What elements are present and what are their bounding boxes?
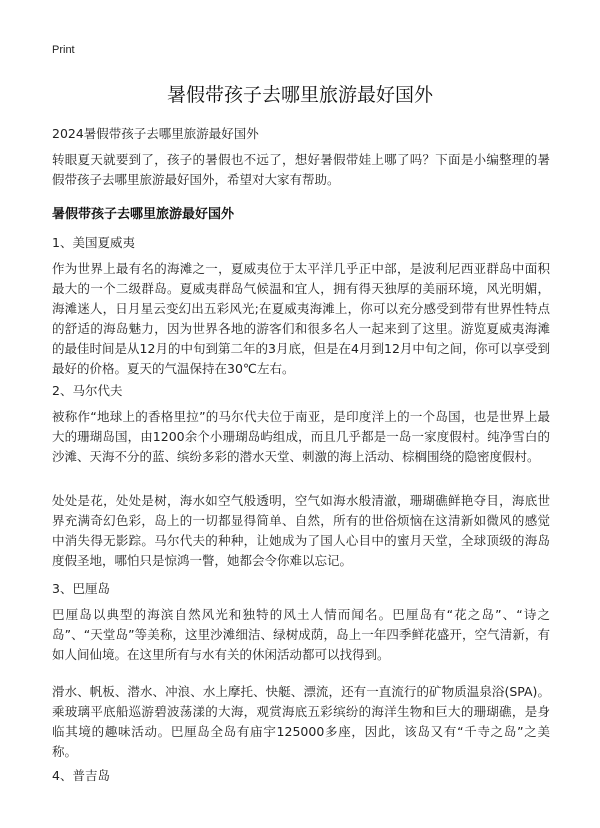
- section-label-hawaii: 1、美国夏威夷: [52, 235, 135, 250]
- paragraph-maldives-2: 处处是花，处处是树，海水如空气般透明，空气如海水般清澈，珊瑚礁鲜艳夺目，海底世界充满奇幻色彩，岛上的一切都显得简单、自然，所有的世俗烦恼在这清新如微风的感觉中消失得无影踪。马尔代夫的种种，让她成为了国人心目中的蜜月天堂，全球顶级的海岛度假圣地，哪怕只是惊鸿一瞥，她都会令你难以忘记。: [52, 493, 550, 568]
- paragraph-maldives-1: 被称作“地球上的香格里拉”的马尔代夫位于南亚，是印度洋上的一个岛国，也是世界上最大的珊瑚岛国，由1200余个小珊瑚岛屿组成，而且几乎都是一岛一家度假村。纯净雪白的沙滩、天海不分的蓝、缤纷多彩的潜水天堂、刺激的海上活动、棕榈围绕的隐密度假村。: [52, 409, 550, 464]
- section-label-maldives: 2、马尔代夫: [52, 383, 123, 398]
- section-label-phuket: 4、普吉岛: [52, 768, 110, 783]
- paragraph-bali-1: 巴厘岛以典型的海滨自然风光和独特的风土人情而闻名。巴厘岛有“花之岛”、“诗之岛”、“天堂岛”等美称，这里沙滩细洁、绿树成荫，岛上一年四季鲜花盛开，空气清新，有如人间仙境。在这里所有与水有关的休闲活动都可以找得到。: [52, 607, 550, 662]
- intro-paragraph: 转眼夏天就要到了，孩子的暑假也不远了，想好暑假带娃上哪了吗？下面是小编整理的暑假带孩子去哪里旅游最好国外，希望对大家有帮助。: [52, 152, 550, 187]
- print-link[interactable]: Print: [52, 44, 75, 56]
- section-heading: 暑假带孩子去哪里旅游最好国外: [52, 207, 235, 222]
- paragraph-hawaii: 作为世界上最有名的海滩之一，夏威夷位于太平洋几乎正中部，是波利尼西亚群岛中面积最大的一个二级群岛。夏威夷群岛气候温和宜人，拥有得天独厚的美丽环境，风光明媚，海滩迷人，日月星云变幻出五彩风光;在夏威夷海滩上，你可以充分感受到带有世界性特点的舒适的海岛魅力，因为世界各地的游客们和很多名人一起来到了这里。游览夏威夷海滩的最佳时间是从12月的中旬到第二年的3月底，但是在4月到12月中旬之间，你可以享受到最好的价格。夏天的气温保持在30℃左右。: [52, 261, 550, 376]
- subtitle: 2024暑假带孩子去哪里旅游最好国外: [52, 126, 259, 141]
- paragraph-bali-2: 滑水、帆板、潜水、冲浪、水上摩托、快艇、漂流，还有一直流行的矿物质温泉浴(SPA)。乘玻璃平底船巡游碧波荡漾的大海，观赏海底五彩缤纷的海洋生物和巨大的珊瑚礁，是身临其境的趣味活动。巴厘岛全岛有庙宇125000多座，因此，该岛又有“千寺之岛”之美称。: [52, 684, 550, 759]
- page-title: 暑假带孩子去哪里旅游最好国外: [166, 84, 433, 106]
- section-label-bali: 3、巴厘岛: [52, 581, 110, 596]
